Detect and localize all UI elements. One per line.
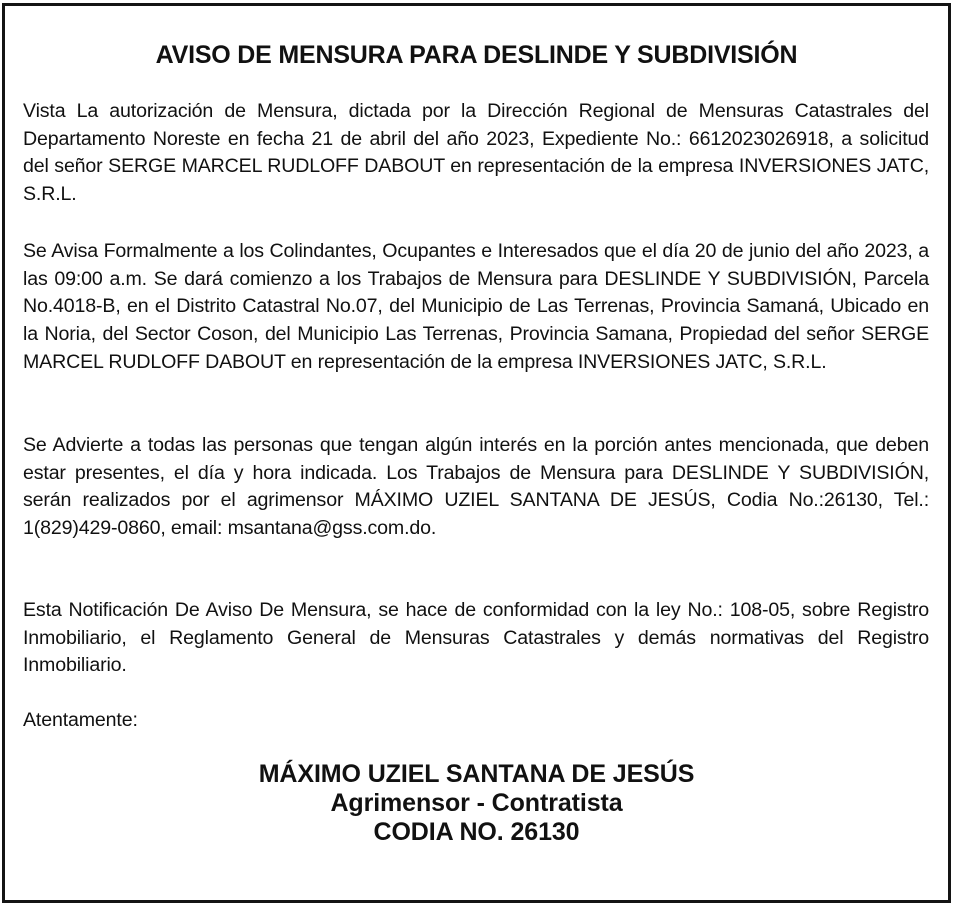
- authorization-paragraph: Vista La autorización de Mensura, dictada por la Dirección Regional de Mensuras Catastrales del Departamento Noreste en fecha 21 de abril del año 2023, Expediente No.: 6612023026918, a solicitud del señor SERGE MARCEL RUDLOFF DABOUT en representación de la empresa INVERSIONES JATC, S.R.L.: [23, 100, 929, 206]
- signatory-codia: CODIA NO. 26130: [373, 818, 580, 846]
- warning-paragraph: Se Advierte a todas las personas que tengan algún interés en la porción antes mencionada, que deben estar presentes, el día y hora indicada. Los Trabajos de Mensura para DESLINDE Y SUBDIVISIÓN, serán realizados por el agrimensor MÁXIMO UZIEL SANTANA DE JESÚS, Codia No.:26130, Tel.: 1(829)429-0860, email: msantana@gss.com.do.: [23, 434, 929, 540]
- signatory-role: Agrimensor - Contratista: [330, 789, 623, 817]
- notice-title: AVISO DE MENSURA PARA DESLINDE Y SUBDIVISIÓN: [155, 41, 798, 69]
- signature-block: [5, 760, 948, 847]
- signatory-name: MÁXIMO UZIEL SANTANA DE JESÚS: [258, 760, 695, 788]
- legal-basis-paragraph: Esta Notificación De Aviso De Mensura, se hace de conformidad con la ley No.: 108-05, sobre Registro Inmobiliario, el Reglamento General de Mensuras Catastrales y demás normativas del Registro Inmobiliario.: [23, 599, 929, 677]
- formal-notice-paragraph: Se Avisa Formalmente a los Colindantes, Ocupantes e Interesados que el día 20 de junio del año 2023, a las 09:00 a.m. Se dará comienzo a los Trabajos de Mensura para DESLINDE Y SUBDIVISIÓN, Parcela No.4018-B, en el Distrito Catastral No.07, del Municipio de Las Terrenas, Provincia Samaná, Ubicado en la Noria, del Sector Coson, del Municipio Las Terrenas, Provincia Samana, Propiedad del señor SERGE MARCEL RUDLOFF DABOUT en representación de la empresa INVERSIONES JATC, S.R.L.: [23, 240, 929, 373]
- notice-frame: [2, 3, 951, 903]
- closing-salutation: Atentamente:: [23, 709, 138, 731]
